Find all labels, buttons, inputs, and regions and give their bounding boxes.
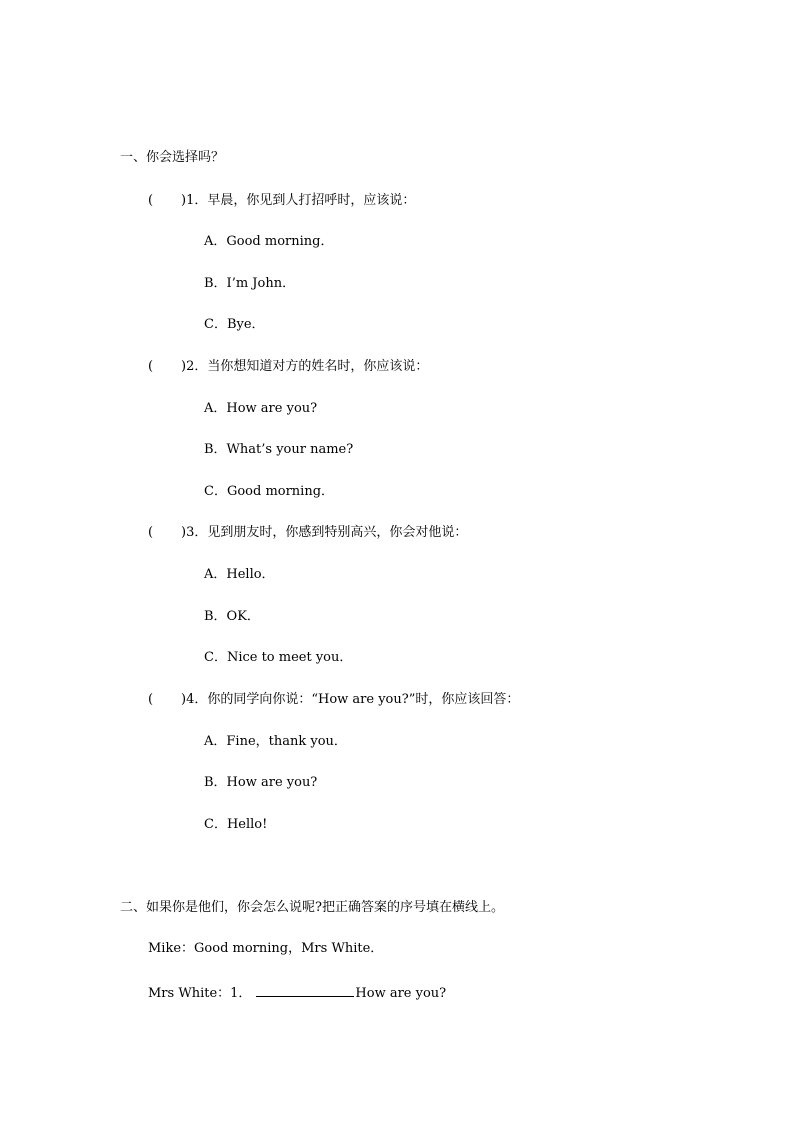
answer-paren[interactable]: ( <box>148 359 154 374</box>
q1-option-b: B．I’m John． <box>204 276 296 291</box>
section-2-title: 二、如果你是他们，你会怎么说呢?把正确答案的序号填在横线上。 <box>120 900 504 915</box>
question-stem: )1．早晨，你见到人打招呼时，应该说： <box>181 193 416 208</box>
answer-blank[interactable] <box>256 983 354 997</box>
question-stem: )2．当你想知道对方的姓名时，你应该说： <box>181 359 429 374</box>
q2-option-c: C．Good morning． <box>204 484 335 499</box>
q4-option-c: C．Hello! <box>204 817 268 832</box>
question-stem: )4．你的同学向你说：“How are you?”时，你应该回答： <box>181 692 520 707</box>
q4-option-b: B．How are you? <box>204 775 318 790</box>
question-4 <box>148 692 519 708</box>
dialog-line-mrs-white <box>148 983 446 1002</box>
question-3 <box>148 525 467 541</box>
answer-paren[interactable]: ( <box>148 692 154 707</box>
dialog-suffix: How are you? <box>355 986 447 1001</box>
dialog-line-mike: Mike：Good morning，Mrs White． <box>148 941 384 956</box>
dialog-prefix: Mrs White：1． <box>148 986 252 1001</box>
q1-option-a: A．Good morning． <box>204 234 334 249</box>
q3-option-c: C．Nice to meet you． <box>204 650 353 665</box>
q1-option-c: C．Bye． <box>204 317 265 332</box>
question-1 <box>148 193 415 209</box>
section-1-title: 一、你会选择吗？ <box>120 150 225 165</box>
answer-paren[interactable]: ( <box>148 525 154 540</box>
q3-option-b: B．OK． <box>204 609 260 624</box>
q2-option-b: B．What’s your name? <box>204 442 354 457</box>
q3-option-a: A．Hello． <box>204 567 275 582</box>
answer-paren[interactable]: ( <box>148 193 154 208</box>
q4-option-a: A．Fine，thank you． <box>204 734 347 749</box>
question-stem: )3．见到朋友时，你感到特别高兴，你会对他说： <box>181 525 468 540</box>
q2-option-a: A．How are you? <box>204 401 318 416</box>
question-2 <box>148 359 428 375</box>
